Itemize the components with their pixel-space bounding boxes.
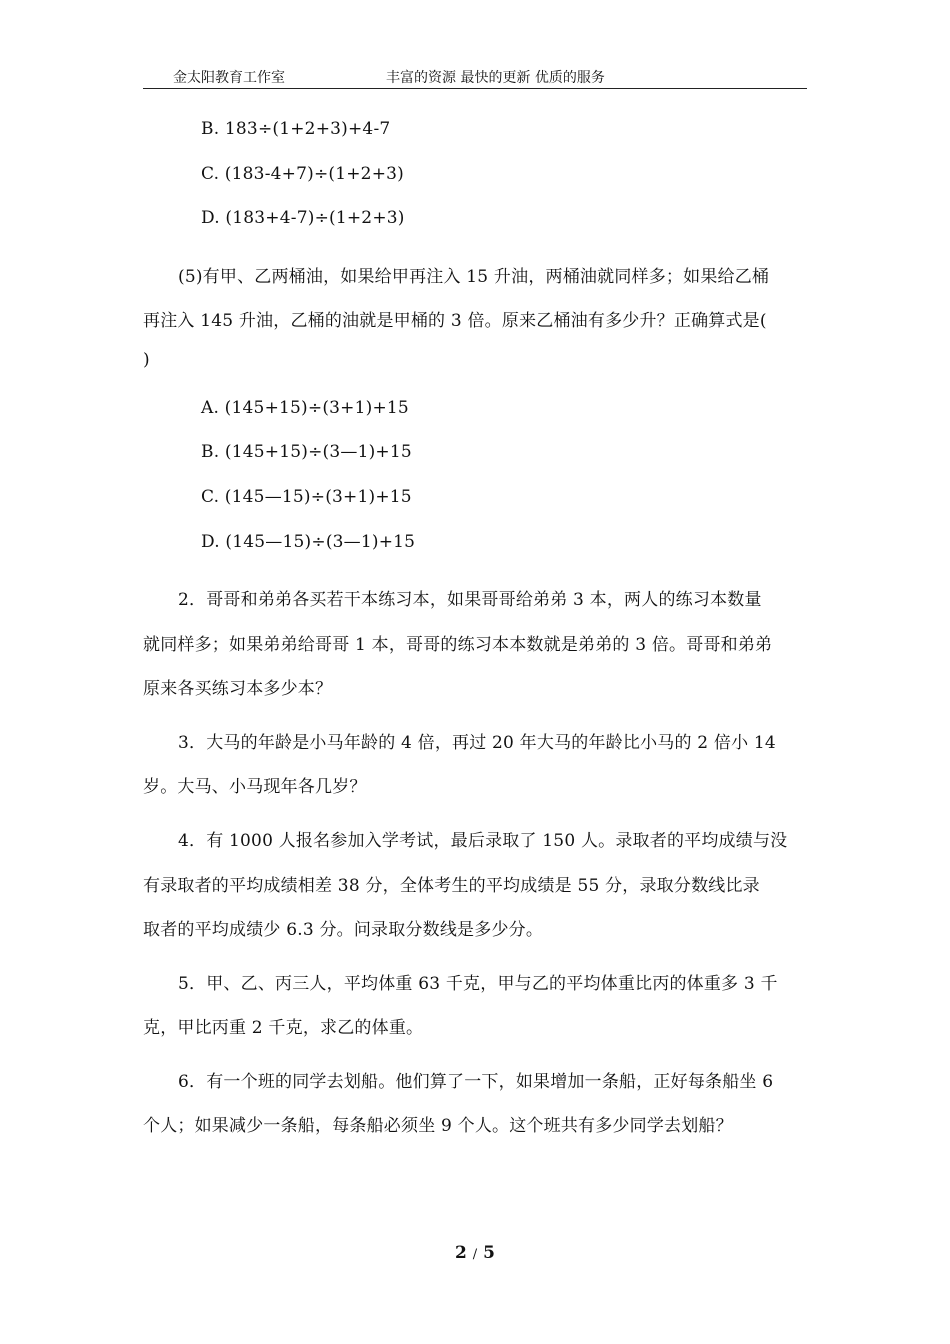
problem-6-line-2: 个人；如果减少一条船，每条船必须坐 9 个人。这个班共有多少同学去划船？ (143, 1116, 733, 1136)
q5-line-3: ) (143, 350, 150, 370)
problem-6-line-1: 6．有一个班的同学去划船。他们算了一下，如果增加一条船，正好每条船坐 6 (178, 1072, 774, 1092)
q5-line-1: (5)有甲、乙两桶油，如果给甲再注入 15 升油，两桶油就同样多；如果给乙桶 (178, 267, 770, 287)
problem-4-line-1: 4．有 1000 人报名参加入学考试，最后录取了 150 人。录取者的平均成绩与没 (178, 831, 788, 851)
problem-5-line-2: 克，甲比丙重 2 千克，求乙的体重。 (143, 1018, 424, 1038)
problem-3-line-2: 岁。大马、小马现年各几岁？ (143, 777, 367, 797)
page-total: 5 (483, 1243, 495, 1263)
problem-2-line-1: 2．哥哥和弟弟各买若干本练习本，如果哥哥给弟弟 3 本，两人的练习本数量 (178, 590, 762, 610)
problem-5-line-1: 5．甲、乙、丙三人，平均体重 63 千克，甲与乙的平均体重比丙的体重多 3 千 (178, 974, 778, 994)
q5-option-a: A. (145+15)÷(3+1)+15 (201, 398, 409, 418)
page-number (0, 1243, 950, 1263)
q5-option-c: C. (145—15)÷(3+1)+15 (201, 487, 412, 507)
q4-option-d: D. (183+4-7)÷(1+2+3) (201, 208, 405, 228)
problem-3-line-1: 3．大马的年龄是小马年龄的 4 倍，再过 20 年大马的年龄比小马的 2 倍小 14 (178, 733, 776, 753)
q4-option-b: B. 183÷(1+2+3)+4-7 (201, 119, 391, 139)
page-header (143, 64, 807, 89)
problem-4-line-3: 取者的平均成绩少 6.3 分。问录取分数线是多少分。 (143, 920, 544, 940)
q5-line-2: 再注入 145 升油，乙桶的油就是甲桶的 3 倍。原来乙桶油有多少升？正确算式是( (143, 311, 767, 331)
q5-option-b: B. (145+15)÷(3—1)+15 (201, 442, 412, 462)
problem-2-line-2: 就同样多；如果弟弟给哥哥 1 本，哥哥的练习本本数就是弟弟的 3 倍。哥哥和弟弟 (143, 635, 773, 655)
header-left-text: 金太阳教育工作室 (173, 70, 285, 86)
problem-4-line-2: 有录取者的平均成绩相差 38 分，全体考生的平均成绩是 55 分，录取分数线比录 (143, 876, 760, 896)
page-separator: / (472, 1247, 478, 1262)
page-current: 2 (455, 1243, 467, 1263)
header-right-text: 丰富的资源 最快的更新 优质的服务 (386, 70, 605, 86)
problem-2-line-3: 原来各买练习本多少本？ (143, 679, 333, 699)
q4-option-c: C. (183-4+7)÷(1+2+3) (201, 164, 404, 184)
q5-option-d: D. (145—15)÷(3—1)+15 (201, 532, 416, 552)
